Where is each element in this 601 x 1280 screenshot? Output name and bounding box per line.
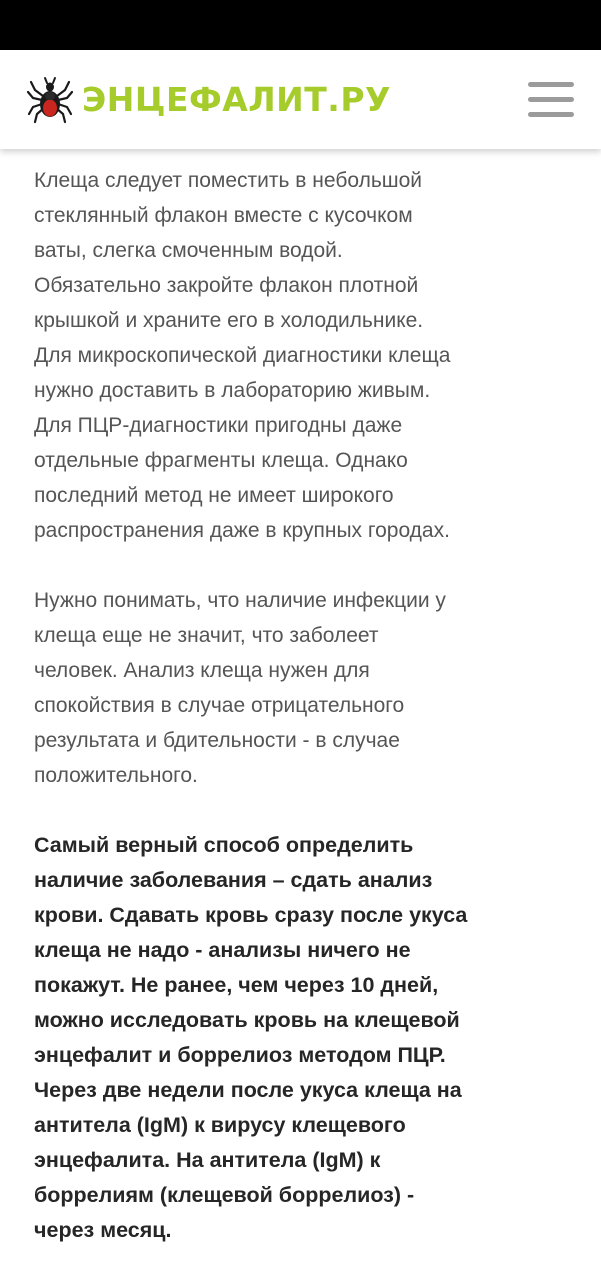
paragraph-line: наличие заболевания – сдать анализ [34,868,433,892]
paragraph-line: распространения даже в крупных городах. [34,519,450,542]
hamburger-menu-icon [528,82,574,87]
paragraph-line: Нужно понимать, что наличие инфекции у [34,589,446,612]
site-logo-link[interactable] [26,76,391,124]
paragraph-line: последний метод не имеет широкого [34,484,394,507]
paragraph-line: Самый верный способ определить [34,833,414,857]
paragraph-line: результата и бдительности - в случае [34,729,400,752]
site-logo-text: ЭНЦЕФАЛИТ.РУ [82,80,391,119]
site-header [0,50,601,149]
paragraph-line: спокойствия в случае отрицательного [34,694,405,717]
hamburger-menu-icon [528,112,574,117]
hamburger-menu-button[interactable] [528,82,574,118]
paragraph-line: человек. Анализ клеща нужен для [34,659,370,682]
paragraph-line: отдельные фрагменты клеща. Однако [34,449,408,472]
paragraph-line: покажут. Не ранее, чем через 10 дней, [34,973,439,997]
paragraph-line: нужно доставить в лабораторию живым. [34,379,431,402]
paragraph-line: боррелиям (клещевой боррелиоз) - [34,1183,415,1207]
paragraph-line: положительного. [34,764,198,787]
article-paragraph [34,583,582,793]
paragraph-line: Для микроскопической диагностики клеща [34,344,451,367]
paragraph-line: клеща не надо - анализы ничего не [34,938,411,962]
article-paragraph [34,163,582,548]
status-bar [0,0,601,50]
paragraph-line: Обязательно закройте флакон плотной [34,274,419,297]
paragraph-line: стеклянный флакон вместе с кусочком [34,204,413,227]
article-body [34,163,582,1280]
tick-icon [26,76,74,124]
hamburger-menu-icon [528,97,574,102]
paragraph-line: Через две недели после укуса клеща на [34,1078,462,1102]
paragraph-line: ваты, слегка смоченным водой. [34,239,343,262]
paragraph-line: энцефалита. На антитела (IgM) к [34,1148,381,1172]
paragraph-line: через месяц. [34,1218,172,1242]
paragraph-line: антитела (IgM) к вирусу клещевого [34,1113,406,1137]
paragraph-line: Клеща следует поместить в небольшой [34,169,423,192]
paragraph-line: можно исследовать кровь на клещевой [34,1008,460,1032]
paragraph-line: энцефалит и боррелиоз методом ПЦР. [34,1043,446,1067]
paragraph-line: клеща еще не значит, что заболеет [34,624,379,647]
paragraph-line: крышкой и храните его в холодильнике. [34,309,424,332]
paragraph-line: Для ПЦР-диагностики пригодны даже [34,414,403,437]
article-paragraph-bold [34,828,582,1248]
paragraph-line: крови. Сдавать кровь сразу после укуса [34,903,468,927]
